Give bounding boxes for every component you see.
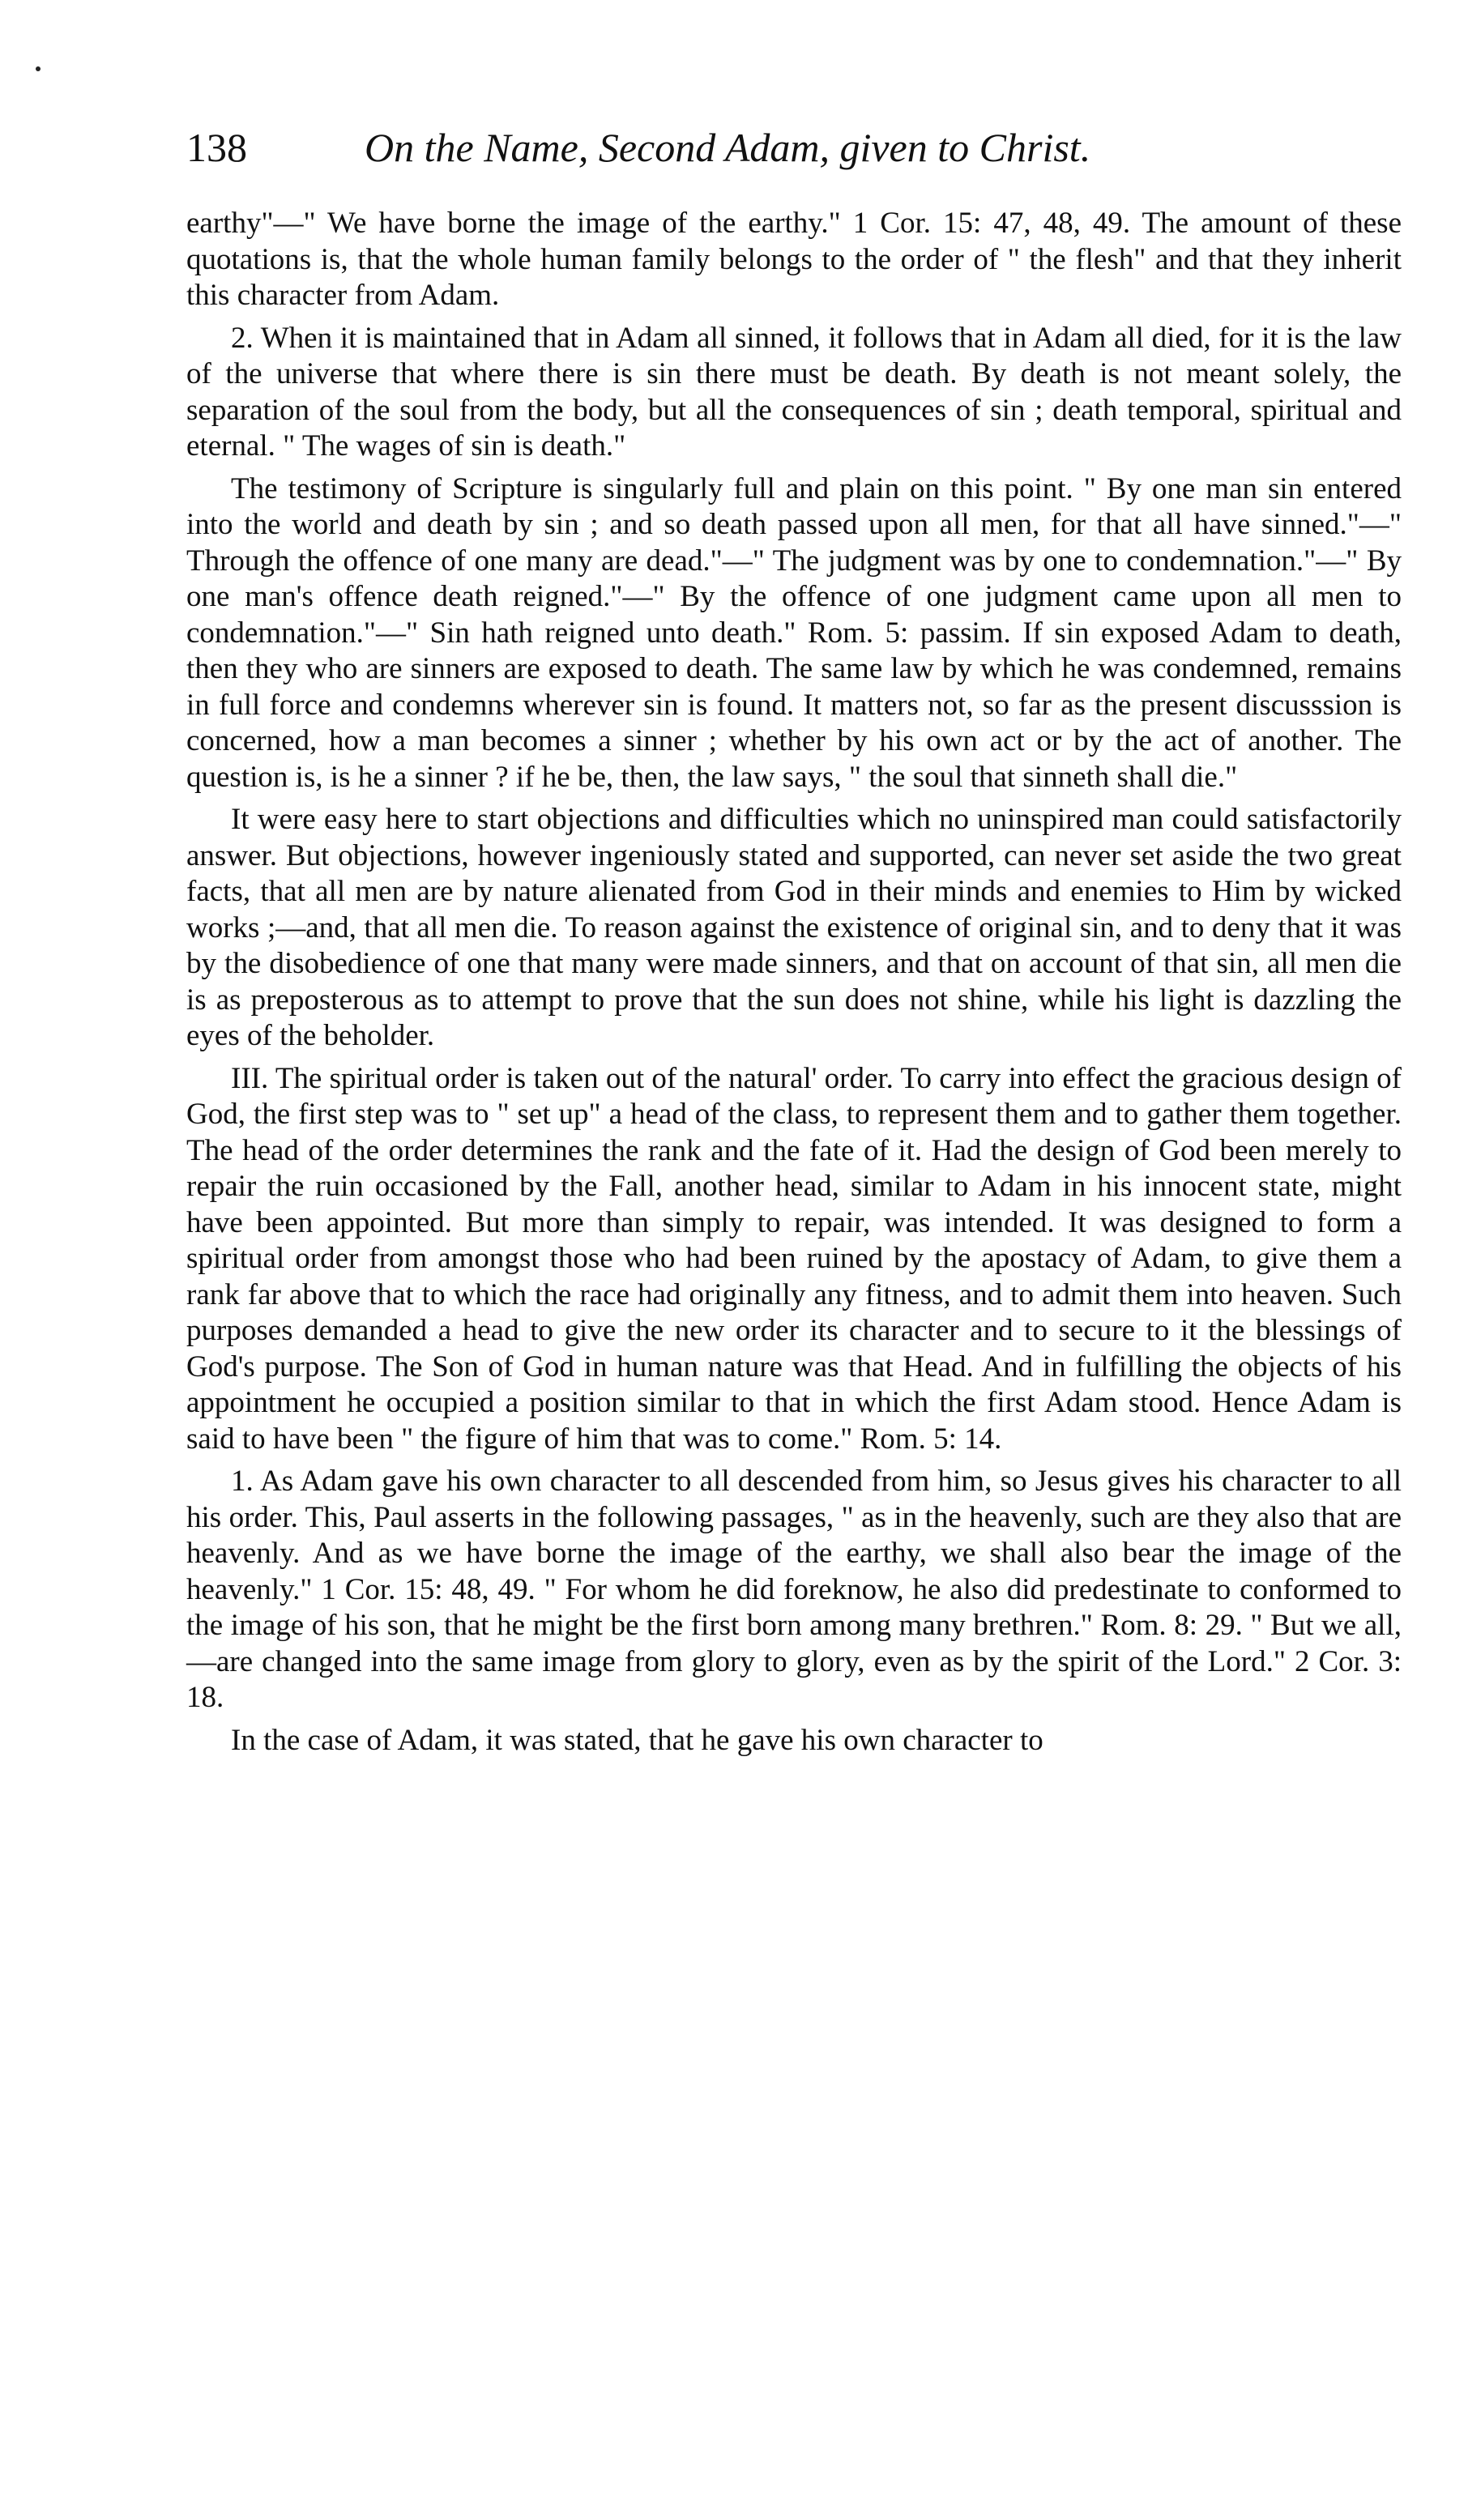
paragraph-point-2: 2. When it is maintained that in Adam all sinned, it follows that in Adam all died, for it is the law of the universe that where there is sin there must be death. By death is not meant solely, the separation of the soul from the body, but all the consequences of sin ; death temporal, spiritual and eternal. " The wages of sin is death."	[186, 321, 1402, 463]
paragraph-section-iii: III. The spiritual order is taken out of the natural' order. To carry into effect the gracious design of God, the first step was to " set up" a head of the class, to represent them and to gather them together. The head of the order determines the rank and the fate of it. Had the design of God been merely to repair the ruin occasioned by the Fall, another head, similar to Adam in his innocent state, might have been appointed. But more than simply to repair, was intended. It was designed to form a spiritual order from amongst those who had been ruined by the apostacy of Adam, to give them a rank far above that to which the race had originally any fitness, and to admit them into heaven. Such purposes demanded a head to give the new order its character and to secure to it the blessings of God's purpose. The Son of God in human nature was that Head. And in fulfilling the objects of his appointment he occupied a position similar to that in which the first Adam stood. Hence Adam is said to have been " the figure of him that was to come." Rom. 5: 14.	[186, 1061, 1402, 1456]
running-title: On the Name, Second Adam, given to Christ.	[365, 125, 1091, 170]
paragraph-final: In the case of Adam, it was stated, that he gave his own character to	[231, 1723, 1043, 1757]
page-number: 138	[186, 125, 247, 170]
paragraph-objections: It were easy here to start objections and difficulties which no uninspired man could satisfactorily answer. But objections, however ingeniously stated and supported, can never set aside the two great facts, that all men are by nature alienated from God in their minds and enemies to Him by wicked works ;—and, that all men die. To reason against the existence of original sin, and to deny that it was by the disobedience of one that many were made sinners, and that on account of that sin, all men die is as preposterous as to attempt to prove that the sun does not shine, while his light is dazzling the eyes of the beholder.	[186, 803, 1402, 1052]
body-text	[186, 206, 1402, 1759]
page-header	[186, 113, 1402, 181]
paragraph-continued: earthy"—" We have borne the image of the earthy." 1 Cor. 15: 47, 48, 49. The amount of these quotations is, that the whole human family belongs to the order of " the flesh" and that they inherit this character from Adam.	[186, 207, 1402, 312]
paragraph-point-1: 1. As Adam gave his own character to all descended from him, so Jesus gives his character to all his order. This, Paul asserts in the following passages, " as in the heavenly, such are they also that are heavenly. And as we have borne the image of the earthy, we shall also bear the image of the heavenly." 1 Cor. 15: 48, 49. " For whom he did foreknow, he also did predestinate to conformed to the image of his son, that he might be the first born among many brethren." Rom. 8: 29. " But we all,—are changed into the same image from glory to glory, even as by the spirit of the Lord." 2 Cor. 3: 18.	[186, 1465, 1402, 1714]
paragraph-testimony: The testimony of Scripture is singularly full and plain on this point. " By one man sin entered into the world and death by sin ; and so death passed upon all men, for that all have sinned."—" Through the offence of one many are dead."—" The judgment was by one to condemnation."—" By one man's offence death reigned."—" By the offence of one judgment came upon all men to condemnation."—" Sin hath reigned unto death." Rom. 5: passim. If sin exposed Adam to death, then they who are sinners are exposed to death. The same law by which he was condemned, remains in full force and condemns wherever sin is found. It matters not, so far as the present discusssion is concerned, how a man becomes a sinner ; whether by his own act or by the act of another. The question is, is he a sinner ? if he be, then, the law says, " the soul that sinneth shall die."	[186, 471, 1402, 794]
book-page	[186, 113, 1402, 1765]
margin-dot	[36, 66, 41, 71]
